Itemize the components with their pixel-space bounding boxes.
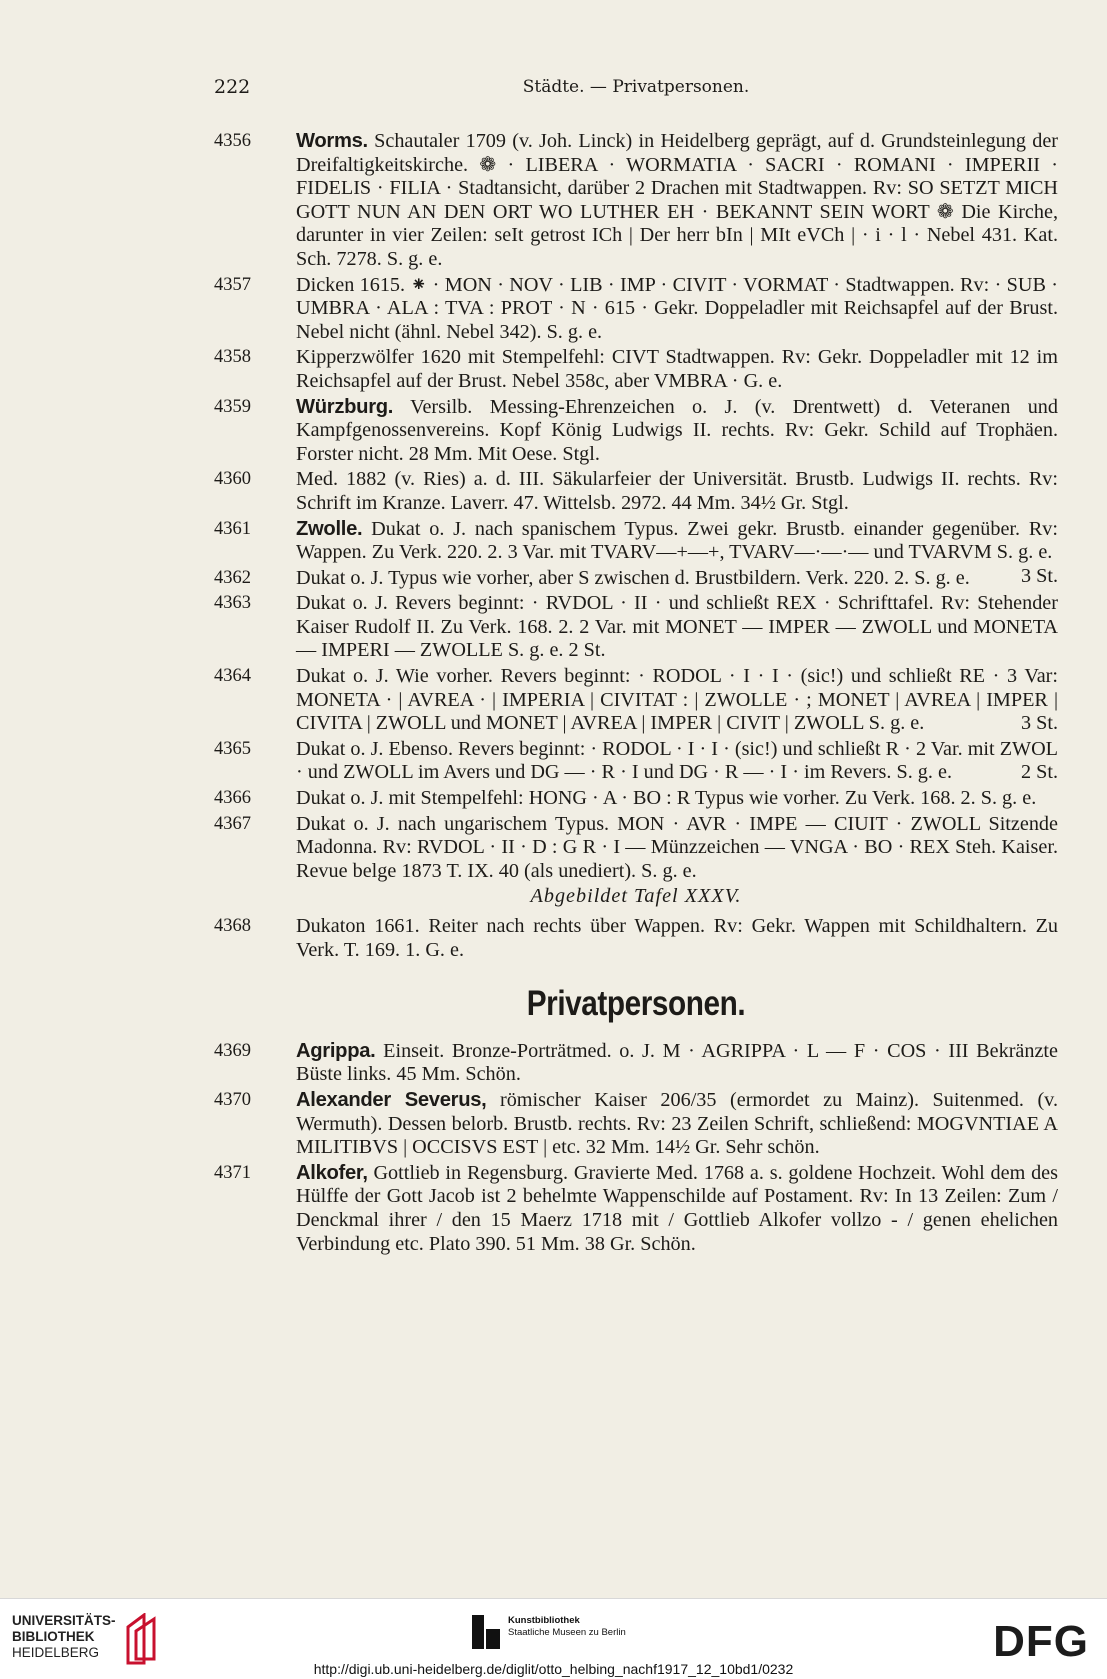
entry-quantity: 2 St. xyxy=(1020,761,1058,784)
catalog-entry xyxy=(214,1162,1058,1256)
private-persons-section xyxy=(214,1040,1058,1256)
catalog-entry xyxy=(214,665,1058,736)
entry-body xyxy=(296,738,1058,785)
entry-number: 4366 xyxy=(214,788,251,809)
entry-body xyxy=(296,787,1058,811)
catalog-entry xyxy=(214,813,1058,909)
entry-headword: Worms. xyxy=(296,130,368,152)
entry-number: 4356 xyxy=(214,131,251,151)
entry-body xyxy=(296,813,1058,884)
entry-text: Dukat o. J. nach spanischem Typus. Zwei gekr. Brustb. einander gegenüber. Rv: Wappen. Zu Verk. 220. 2. 3 Var. mit TVARV—+—+, TVARV—·—·— und TVARVM S. g. e. xyxy=(296,517,1059,564)
entry-headword: Zwolle. xyxy=(296,517,363,540)
cities-section xyxy=(214,130,1058,962)
entry-text: römischer Kaiser 206/35 (ermordet zu Mainz). Suitenmed. (v. Wermuth). Dessen belorb. Brustb. rechts. Rv: 23 Zeilen Schrift, schließend: MOGVNTIAE A MILITIBVS | OCCISVS EST | etc. 32 Mm. 14½ Gr. Sehr schön. xyxy=(296,1088,1058,1159)
entry-text: Dukat o. J. Ebenso. Revers beginnt: · RODOL · I · I · (sic!) und schließt R · 2 Var. mit ZWOL · und ZWOLL im Avers und DG — · R · I und DG · R — · I · im Revers. S. g. e. xyxy=(296,737,1058,784)
entry-body xyxy=(296,915,1058,962)
entry-text: Gottlieb in Regensburg. Gravierte Med. 1768 a. s. goldene Hochzeit. Wohl dem des Hülffe der Gott Jacob ist 2 behelmte Wappenschilde auf Postament. Rv: In 13 Zeilen: Zum / Denckmal ihrer / den 15 Maerz 1718 mit / Gottlieb Alkofer vollzo - / genen ehelichen Verbindung etc. Plato 390. 51 Mm. 38 Gr. Schön. xyxy=(296,1161,1058,1255)
entry-text: Dukat o. J. nach ungarischem Typus. MON · AVR · IMPE — CIUIT · ZWOLL Sitzende Madonna. Rv: RVDOL · II · D : G R · I — Münzzeichen — VNGA · BO · REX Steh. Kaiser. Revue belge 1873 T. IX. 40 (als unediert). S. g. e. xyxy=(296,812,1058,882)
kb-line-2: Staatliche Museen zu Berlin xyxy=(508,1627,626,1638)
entry-body xyxy=(296,564,1058,591)
entry-body xyxy=(296,1040,1058,1087)
entry-text: Versilb. Messing-Ehrenzeichen o. J. (v. Drentwett) d. Veteranen und Kampfgenossenvereins. Kopf König Ludwigs II. rechts. Rv: Gekr. Schild auf Trophäen. Forster nicht. 28 Mm. Mit Oese. Stgl. xyxy=(296,395,1058,465)
entry-body xyxy=(296,1089,1058,1160)
entry-body xyxy=(296,468,1058,515)
entry-body xyxy=(296,1162,1058,1256)
entry-quantity: 3 St. xyxy=(1020,564,1058,587)
ub-heidelberg-logo[interactable] xyxy=(12,1611,162,1667)
catalog-entry xyxy=(214,1040,1058,1087)
entry-number: 4357 xyxy=(214,274,251,295)
entry-number: 4361 xyxy=(214,518,251,539)
entry-number: 4368 xyxy=(214,916,251,936)
digitization-footer xyxy=(0,1598,1107,1679)
entry-body xyxy=(296,346,1058,393)
entry-body xyxy=(296,396,1058,467)
catalog-entry xyxy=(214,130,1058,272)
entry-text: Med. 1882 (v. Ries) a. d. III. Säkularfeier der Universität. Brustb. Ludwigs II. rechts. Rv: Schrift im Kranze. Laverr. 47. Wittelsb. 2972. 44 Mm. 34½ Gr. Stgl. xyxy=(296,468,1058,514)
ub-line-2: BIBLIOTHEK xyxy=(12,1629,95,1644)
entry-number: 4367 xyxy=(214,813,251,834)
catalog-entry xyxy=(214,592,1058,663)
entry-number: 4363 xyxy=(214,593,251,614)
kb-line-1: Kunstbibliothek xyxy=(508,1615,580,1626)
ub-line-1: UNIVERSITÄTS- xyxy=(12,1613,116,1628)
entry-body xyxy=(296,592,1058,663)
plate-reference: Abgebildet Tafel XXXV. xyxy=(530,885,742,908)
entry-text: Dukat o. J. mit Stempelfehl: HONG · A · BO : R Typus wie vorher. Zu Verk. 168. 2. S. g. e. xyxy=(296,787,1037,810)
entry-text: Dukaton 1661. Reiter nach rechts über Wappen. Rv: Gekr. Wappen mit Schildhaltern. Zu Verk. T. 169. 1. G. e. xyxy=(296,915,1058,961)
catalog-entry xyxy=(214,787,1058,811)
section-title: Privatpersonen. xyxy=(526,984,746,1024)
dfg-logo[interactable]: DFG xyxy=(993,1617,1089,1666)
page-header xyxy=(214,76,1058,102)
entry-text: Kipperzwölfer 1620 mit Stempelfehl: CIVT Stadtwappen. Rv: Gekr. Doppeladler mit 12 im Reichsapfel auf der Brust. Nebel 358c, aber VMBRA · G. e. xyxy=(296,346,1058,392)
entry-text: Einseit. Bronze-Porträtmed. o. J. M · AGRIPPA · L — F · COS · III Bekränzte Büste links. 45 Mm. Schön. xyxy=(296,1039,1058,1086)
entry-number: 4359 xyxy=(214,396,251,417)
entry-headword: Alexander Severus, xyxy=(296,1088,487,1111)
catalog-entries xyxy=(214,130,1058,1258)
entry-number: 4362 xyxy=(214,567,251,588)
catalog-entry xyxy=(214,346,1058,393)
ub-line-3: HEIDELBERG xyxy=(12,1645,100,1660)
page-number: 222 xyxy=(214,76,251,98)
running-title: Städte. — Privatpersonen. xyxy=(522,77,750,97)
entry-text: Dukat o. J. Wie vorher. Revers beginnt: · RODOL · I · I · (sic!) und schließt RE · 3 Var: MONETA · | AVREA · | IMPERIA | CIVITAT : | ZWOLLE · ; MONET | AVREA | IMPER | CIVITA | ZWOLL und MONET | AVREA | IMPER | CIVIT | ZWOLL S. g. e. xyxy=(296,665,1058,735)
kunstbibliothek-mark-icon xyxy=(472,1615,502,1649)
entry-body xyxy=(296,130,1058,272)
catalog-entry xyxy=(214,564,1058,591)
entry-number: 4370 xyxy=(214,1089,251,1110)
entry-headword: Agrippa. xyxy=(296,1039,376,1062)
entry-text: Dicken 1615. ⁕ · MON · NOV · LIB · IMP · CIVIT · VORMAT · Stadtwappen. Rv: · SUB · UMBRA · ALA : TVA : PROT · N · 615 · Gekr. Doppeladler mit Reichsapfel auf der Brust. Nebel nicht (ähnl. Nebel 342). S. g. e. xyxy=(296,273,1058,343)
entry-number: 4371 xyxy=(214,1162,251,1183)
entry-number: 4364 xyxy=(214,666,251,687)
entry-body xyxy=(296,274,1058,345)
entry-headword: Alkofer, xyxy=(296,1161,368,1184)
entry-number: 4360 xyxy=(214,469,251,490)
permalink-url[interactable]: http://digi.ub.uni-heidelberg.de/diglit/otto_helbing_nachf1917_12_10bd1/0232 xyxy=(313,1661,794,1677)
catalog-entry xyxy=(214,915,1058,962)
entry-text: Dukat o. J. Revers beginnt: · RVDOL · II · und schließt REX · Schrifttafel. Rv: Stehender Kaiser Rudolf II. Zu Verk. 168. 2. 2 Var. mit MONET — IMPER — ZWOLL und MONETA — IMPERI — ZWOLLE S. g. e. 2 St. xyxy=(296,592,1058,662)
kunstbibliothek-logo[interactable] xyxy=(472,1613,672,1653)
ub-mark-icon xyxy=(124,1613,158,1665)
entry-text: Schautaler 1709 (v. Joh. Linck) in Heidelberg geprägt, auf d. Grundsteinlegung der Dreifaltigkeitskirche. ❁ · LIBERA · WORMATIA · SACRI · ROMANI · IMPERII · FIDELIS · FILIA · Stadtansicht, darüber 2 Drachen mit Stadtwappen. Rv: SO SETZT MICH GOTT NUN AN DEN ORT WO LUTHER EH · BEKANNT SEIN WORT ❁ Die Kirche, darunter in vier Zeilen: seIt getrost ICh | Der herr bIn | MIt eVCh | · i · l · Nebel 431. Kat. Sch. 7278. S. g. e. xyxy=(296,130,1059,270)
entry-quantity: 3 St. xyxy=(1020,712,1058,735)
catalog-entry xyxy=(214,1089,1058,1160)
entry-number: 4365 xyxy=(214,738,251,759)
catalog-entry xyxy=(214,468,1058,515)
entry-body xyxy=(296,665,1058,736)
entry-number: 4369 xyxy=(214,1040,251,1061)
catalog-entry xyxy=(214,738,1058,785)
catalog-entry xyxy=(214,274,1058,345)
entry-number: 4358 xyxy=(214,347,251,368)
catalog-entry xyxy=(214,396,1058,467)
entry-text: Dukat o. J. Typus wie vorher, aber S zwischen d. Brustbildern. Verk. 220. 2. S. g. e. xyxy=(296,566,970,589)
entry-headword: Würzburg. xyxy=(296,395,394,418)
